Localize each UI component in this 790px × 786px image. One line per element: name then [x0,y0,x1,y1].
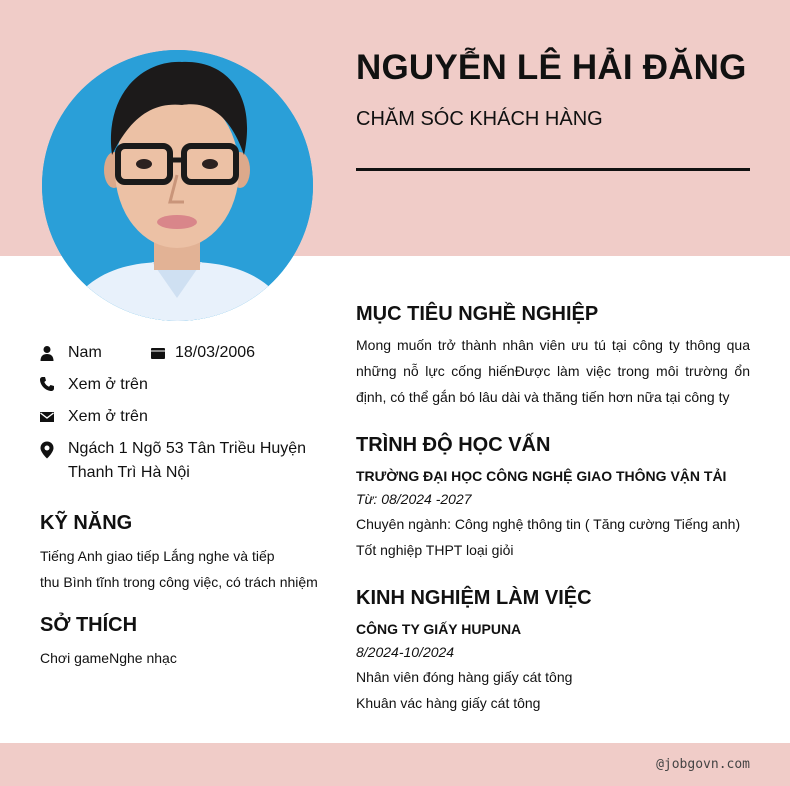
hobbies-text: Chơi gameNghe nhạc [40,650,177,666]
experience-heading: KINH NGHIỆM LÀM VIỆC [356,587,592,609]
email-value: Xem ở trên [68,408,148,425]
experience-period: 8/2024-10/2024 [356,644,455,660]
education-period: Từ: 08/2024 -2027 [356,491,472,507]
candidate-name: NGUYỄN LÊ HẢI ĐĂNG [356,48,747,87]
profile-photo [42,50,313,321]
address-line-2: Thanh Trì Hà Nội [68,464,190,481]
header-divider [356,168,750,171]
skills-line-2: thu Bình tĩnh trong công việc, có trách nhiệm [40,574,318,590]
phone-icon [39,376,55,392]
skills-heading: KỸ NĂNG [40,512,133,534]
footer-brand: @jobgovn.com [656,757,750,772]
experience-line-2: Khuân vác hàng giấy cát tông [356,695,541,711]
objective-text: Mong muốn trở thành nhân viên ưu tú tại công ty thông qua những nỗ lực cống hiếnĐược làm việc trong môi trường ổn định, có thể gắn bó lâu dài và thăng tiến hơn nữa tại công ty [356,337,750,405]
objective-heading: MỤC TIÊU NGHỀ NGHIỆP [356,303,599,325]
hobbies-heading: SỞ THÍCH [40,614,138,636]
company-name: CÔNG TY GIẤY HUPUNA [356,621,522,637]
birthdate-value: 18/03/2006 [175,344,256,361]
experience-line-1: Nhân viên đóng hàng giấy cát tông [356,669,573,685]
school-name: TRƯỜNG ĐẠI HỌC CÔNG NGHỆ GIAO THÔNG VẬN TẢI [356,468,727,484]
education-note: Tốt nghiệp THPT loại giỏi [356,542,514,558]
phone-value: Xem ở trên [68,376,148,393]
education-heading: TRÌNH ĐỘ HỌC VẤN [356,434,551,456]
envelope-icon [39,409,55,425]
gender-value: Nam [68,344,102,361]
job-title: CHĂM SÓC KHÁCH HÀNG [356,108,603,130]
location-pin-icon [39,441,55,459]
education-major: Chuyên ngành: Công nghệ thông tin ( Tăng cường Tiếng anh) [356,516,741,532]
skills-line-1: Tiếng Anh giao tiếp Lắng nghe và tiếp [40,548,275,564]
address-line-1: Ngách 1 Ngõ 53 Tân Triều Huyện [68,440,307,457]
calendar-icon [150,345,166,361]
person-icon [39,345,55,361]
